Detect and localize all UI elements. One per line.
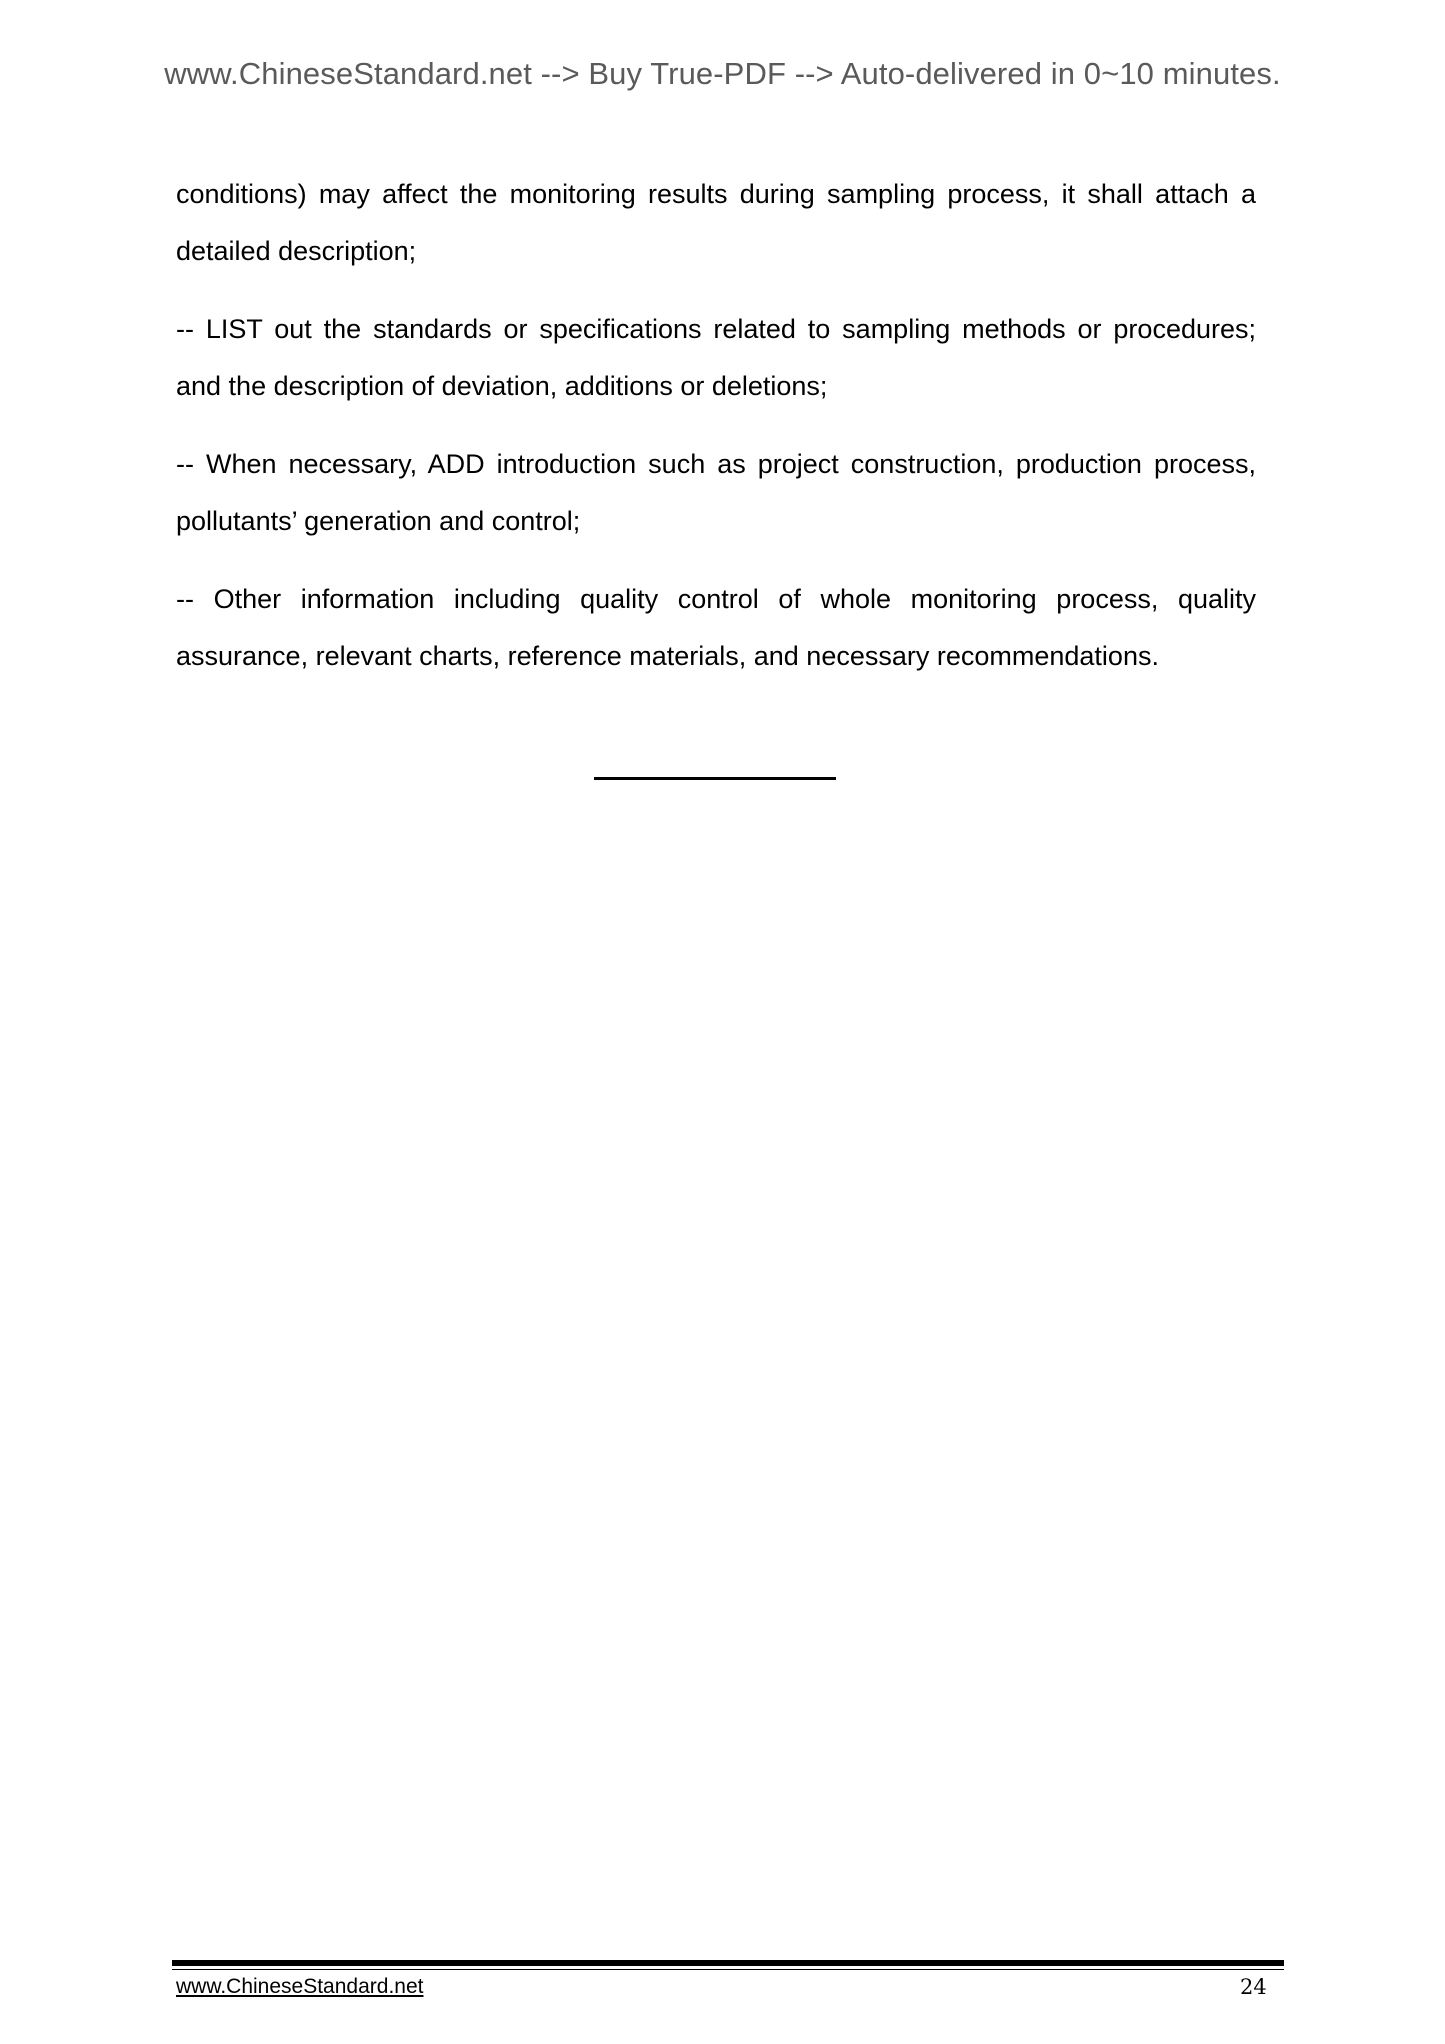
document-body [176,166,1256,706]
paragraph-list-standards: -- LIST out the standards or specifications related to sampling methods or procedures; and the description of deviation, additions or deletions; [176,314,1256,401]
paragraph-other-information: -- Other information including quality control of whole monitoring process, quality assurance, relevant charts, reference materials, and necessary recommendations. [176,584,1256,671]
footer-divider-thin [172,1969,1284,1970]
paragraph-add-introduction: -- When necessary, ADD introduction such as project construction, production process, pollutants’ generation and control; [176,449,1256,536]
footer-website-link[interactable]: www.ChineseStandard.net [176,1975,424,1998]
page-number: 24 [1240,1975,1267,1999]
footer-divider-thick [172,1960,1284,1966]
end-of-document-rule [594,777,836,780]
header-banner[interactable]: www.ChineseStandard.net --> Buy True-PDF --> Auto-delivered in 0~10 minutes. [164,56,1281,91]
paragraph-conditions: conditions) may affect the monitoring results during sampling process, it shall attach a detailed description; [176,179,1256,266]
